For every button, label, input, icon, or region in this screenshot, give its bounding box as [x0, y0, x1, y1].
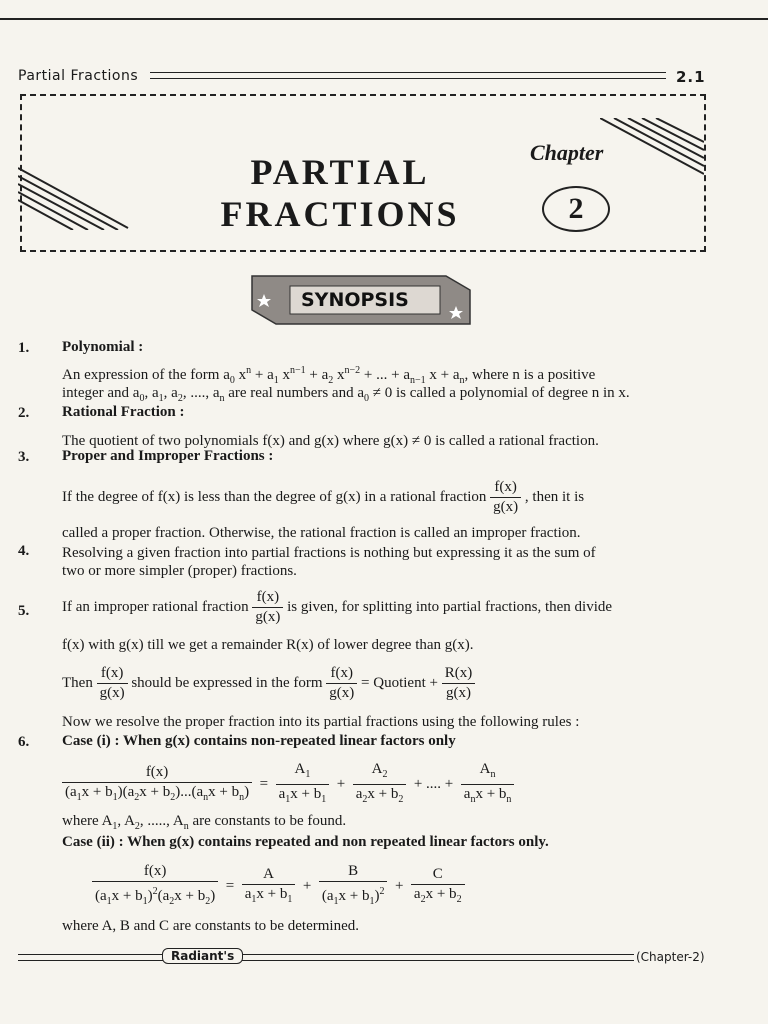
numerator: R(x) [442, 664, 476, 684]
denominator: g(x) [329, 685, 355, 701]
numerator: f(x) [490, 478, 521, 498]
running-title: Partial Fractions [18, 68, 139, 84]
footer-rule [18, 954, 634, 961]
denominator: g(x) [445, 685, 471, 701]
numerator: A [242, 865, 296, 885]
improper-fraction-line2: f(x) with g(x) till we get a remainder R(x) of lower degree than g(x). [62, 637, 474, 653]
numerator: f(x) [252, 588, 283, 608]
denominator: $a_1x + b_1$ [244, 885, 293, 905]
fraction-fx-over-gx [490, 478, 521, 517]
numerator: $A_n$ [461, 760, 515, 785]
item-number-1: 1. [18, 340, 30, 356]
denominator: $a_1x + b_1$ [278, 786, 327, 805]
numerator: C [411, 865, 465, 885]
proper-fraction-line2: called a proper fraction. Otherwise, the rational fraction is called an improper fraction. [62, 525, 581, 541]
case-1-where: where $A_1$, $A_2$, ....., $A_n$ are constants to be found. [62, 813, 347, 832]
numerator: f(x) [97, 664, 128, 684]
denominator-factors: $(a_1x + b_1)^2(a_2x + b_2)$ [95, 886, 216, 907]
lhs-fraction [92, 862, 218, 911]
quotient-text: = Quotient + [361, 674, 438, 691]
denominator: g(x) [493, 499, 519, 515]
heading-rational-fraction: Rational Fraction : [62, 404, 185, 420]
left-stripes-decoration [18, 150, 138, 230]
expressed-text: should be expressed in the form [131, 674, 323, 691]
partial-fraction-b [319, 862, 388, 911]
improper-text-b: is given, for splitting into partial fractions, then divide [287, 598, 613, 615]
polynomial-definition-line1: An expression of the form $a_0$ $x^n + a_1$ $x^{n-1} + a_2$ $x^{n-2}$ + ... + $a_{n-1}$ $x + a_n$, where n is a positive [62, 365, 596, 386]
denominator-linear-factors: $(a_1x + b_1)(a_2x + b_2)...(a_nx + b_n)$ [65, 783, 250, 803]
denominator: $(a_1x + b_1)^2$ [321, 886, 385, 907]
item-number-3: 3. [18, 449, 30, 465]
fraction-fx-over-gx [326, 664, 357, 703]
partial-fraction-definition-line1: Resolving a given fraction into partial fractions is nothing but expressing it as the sum of [62, 545, 596, 561]
chapter-number-badge: 2 [542, 186, 610, 232]
improper-text-a: If an improper rational fraction [62, 598, 249, 615]
case-2-where: where A, B and C are constants to be determined. [62, 918, 359, 934]
fraction-fx-over-gx [252, 588, 283, 627]
case-2-formula: $\frac{f(x)}{(a_1x + b_1)^2(a_2x + b_2)}$ = $\frac{A}{a_1x + b_1}$ + $\frac{B}{(a_1x + b_1)^2}$ + $\frac{C}{a_2x + b_2}$ [92, 862, 465, 911]
heading-polynomial: Polynomial : [62, 339, 144, 355]
partial-fraction-c [411, 865, 465, 909]
footer-chapter-ref: (Chapter-2) [636, 950, 705, 964]
denominator: $a_2x + b_2$ [355, 786, 404, 805]
synopsis-label: SYNOPSIS [301, 289, 409, 311]
proper-fraction-line1 [62, 478, 584, 517]
quotient-form-line [62, 664, 475, 703]
fraction-rx-over-gx [442, 664, 476, 703]
fraction-fx-over-gx [97, 664, 128, 703]
numerator: f(x) [326, 664, 357, 684]
partial-fraction-an [461, 760, 515, 809]
lhs-fraction [62, 763, 252, 807]
chapter-label: Chapter [530, 140, 604, 165]
denominator: $a_nx + b_n$ [463, 786, 512, 805]
polynomial-definition-line2: integer and $a_0$, $a_1$, $a_2$, ...., $a_n$ are real numbers and $a_0 \ne 0$ is called a polynomial of degree n in x. [62, 385, 630, 404]
denominator: $a_2x + b_2$ [413, 885, 462, 905]
item-number-5: 5. [18, 603, 30, 619]
numerator: f(x) [92, 862, 218, 882]
case-1-formula: $\frac{f(x)}{(a_1x + b_1)(a_2x + b_2)...(a_nx + b_n)}$ = $\frac{A_1}{a_1x + b_1}$ + $\frac{A_2}{a_2x + b_2}$ + .... + $\frac{A_n}{a_nx + b_n}$ [62, 760, 514, 809]
resolve-rules-intro: Now we resolve the proper fraction into its partial fractions using the following rules : [62, 714, 580, 730]
partial-fraction-a2 [353, 760, 407, 809]
partial-fraction-definition-line2: two or more simpler (proper) fractions. [62, 563, 297, 579]
page-number: 2.1 [676, 68, 706, 86]
denominator: g(x) [99, 685, 125, 701]
case-2-heading: Case (ii) : When g(x) contains repeated and non repeated linear factors only. [62, 834, 549, 850]
improper-fraction-line1 [62, 588, 612, 627]
denominator: g(x) [255, 609, 281, 625]
top-rule [0, 18, 768, 20]
partial-fraction-a1 [276, 760, 330, 809]
rational-fraction-definition: The quotient of two polynomials f(x) and g(x) where g(x) ≠ 0 is called a rational fraction. [62, 433, 599, 449]
proper-fraction-text-a: If the degree of f(x) is less than the degree of g(x) in a rational fraction [62, 488, 487, 505]
numerator: f(x) [62, 763, 252, 783]
synopsis-banner [246, 272, 476, 328]
case-1-where-text: are constants to be found. [192, 813, 347, 829]
chapter-title-line2: FRACTIONS [220, 194, 460, 234]
chapter-title-line1: PARTIAL [250, 152, 430, 192]
then-text: Then [62, 674, 93, 691]
numerator: $A_2$ [353, 760, 407, 785]
numerator: B [319, 862, 388, 882]
case-1-heading: Case (i) : When g(x) contains non-repeated linear factors only [62, 733, 456, 749]
proper-fraction-text-b: , then it is [524, 488, 585, 505]
publisher-badge: Radiant's [162, 948, 243, 964]
numerator: $A_1$ [276, 760, 330, 785]
item-number-4: 4. [18, 543, 30, 559]
partial-fraction-a [242, 865, 296, 909]
item-number-6: 6. [18, 734, 30, 750]
right-stripes-decoration [600, 118, 704, 198]
item-number-2: 2. [18, 405, 30, 421]
heading-proper-improper: Proper and Improper Fractions : [62, 448, 274, 464]
header-rule [150, 72, 666, 79]
